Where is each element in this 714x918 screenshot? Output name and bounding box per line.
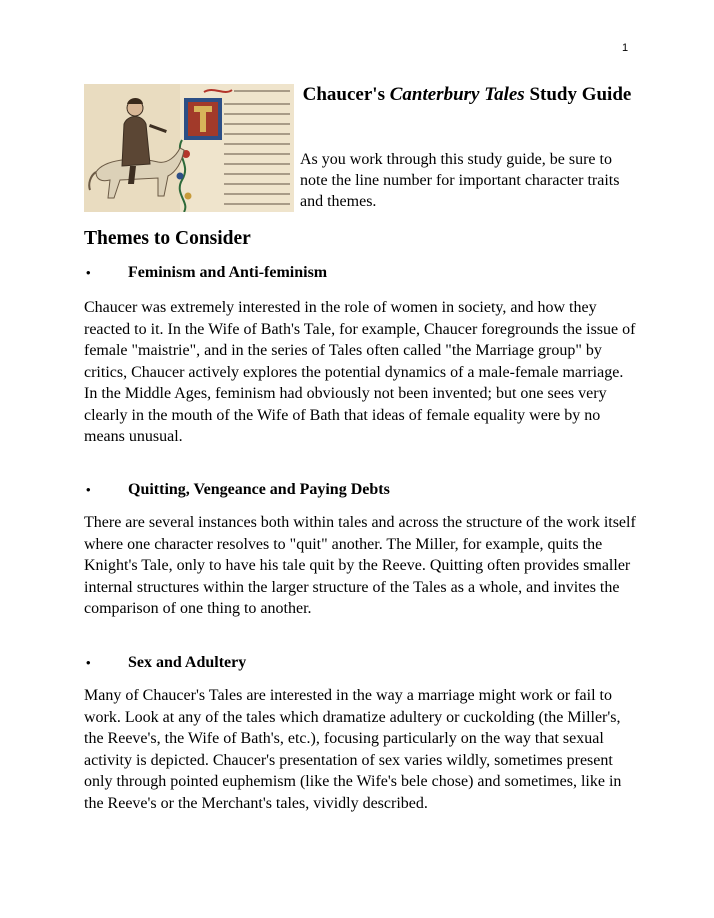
theme-paragraph: Many of Chaucer's Tales are interested in the way a marriage might work or fail to work. Look at any of the tales which dramatize adultery or cuckolding (the Miller's, the Reeve's, the Wife of Bath's, etc.), focusing particularly on the way that sexual activity is depicted. Chaucer's presentation of sex varies wildly, sometimes present only through pointed euphemism (like the Wife's bele chose) and sometimes, like in the Reeve's or the Merchant's tales, vividly described. bbox=[84, 687, 622, 812]
title-italic: Canterbury Tales bbox=[389, 84, 525, 105]
theme-paragraph: Chaucer was extremely interested in the role of women in society, and how they reacted to it. In the Wife of Bath's Tale, for example, Chaucer foregrounds the issue of female "maistrie", and in the series of Tales often called "the Marriage group" by critics, Chaucer actively explores the potential dynamics of a male-female marriage. In the Middle Ages, feminism had obviously not been invented; but one sees very clearly in the mouth of the Wife of Bath that ideas of female equality were by no means unusual. bbox=[84, 299, 636, 445]
chaucer-manuscript-illustration bbox=[84, 84, 294, 212]
theme-paragraph: There are several instances both within tales and across the structure of the work itself where one character resolves to "quit" another. The Miller, for example, quits the Knight's Tale, only to have his tale quit by the Reeve. Quitting often provides smaller internal structures within the larger structure of the Tales as a whole, and invites the comparison of one thing to another. bbox=[84, 514, 636, 617]
theme-label: Quitting, Vengeance and Paying Debts bbox=[128, 481, 390, 498]
section-heading: Themes to Consider bbox=[84, 228, 251, 249]
theme-bullet bbox=[84, 654, 246, 672]
page-number: 1 bbox=[622, 42, 629, 54]
bullet-icon: • bbox=[86, 482, 91, 497]
bullet-icon: • bbox=[86, 265, 91, 280]
theme-bullet bbox=[84, 264, 327, 282]
title-prefix: Chaucer's bbox=[302, 84, 390, 105]
theme-label: Feminism and Anti-feminism bbox=[128, 264, 328, 281]
intro-paragraph: As you work through this study guide, be sure to note the line number for important character traits and themes. bbox=[300, 151, 620, 210]
title-suffix: Study Guide bbox=[524, 84, 632, 105]
page-title bbox=[300, 82, 634, 107]
theme-label: Sex and Adultery bbox=[128, 654, 247, 671]
theme-bullet bbox=[84, 481, 390, 499]
bullet-icon: • bbox=[86, 655, 91, 670]
